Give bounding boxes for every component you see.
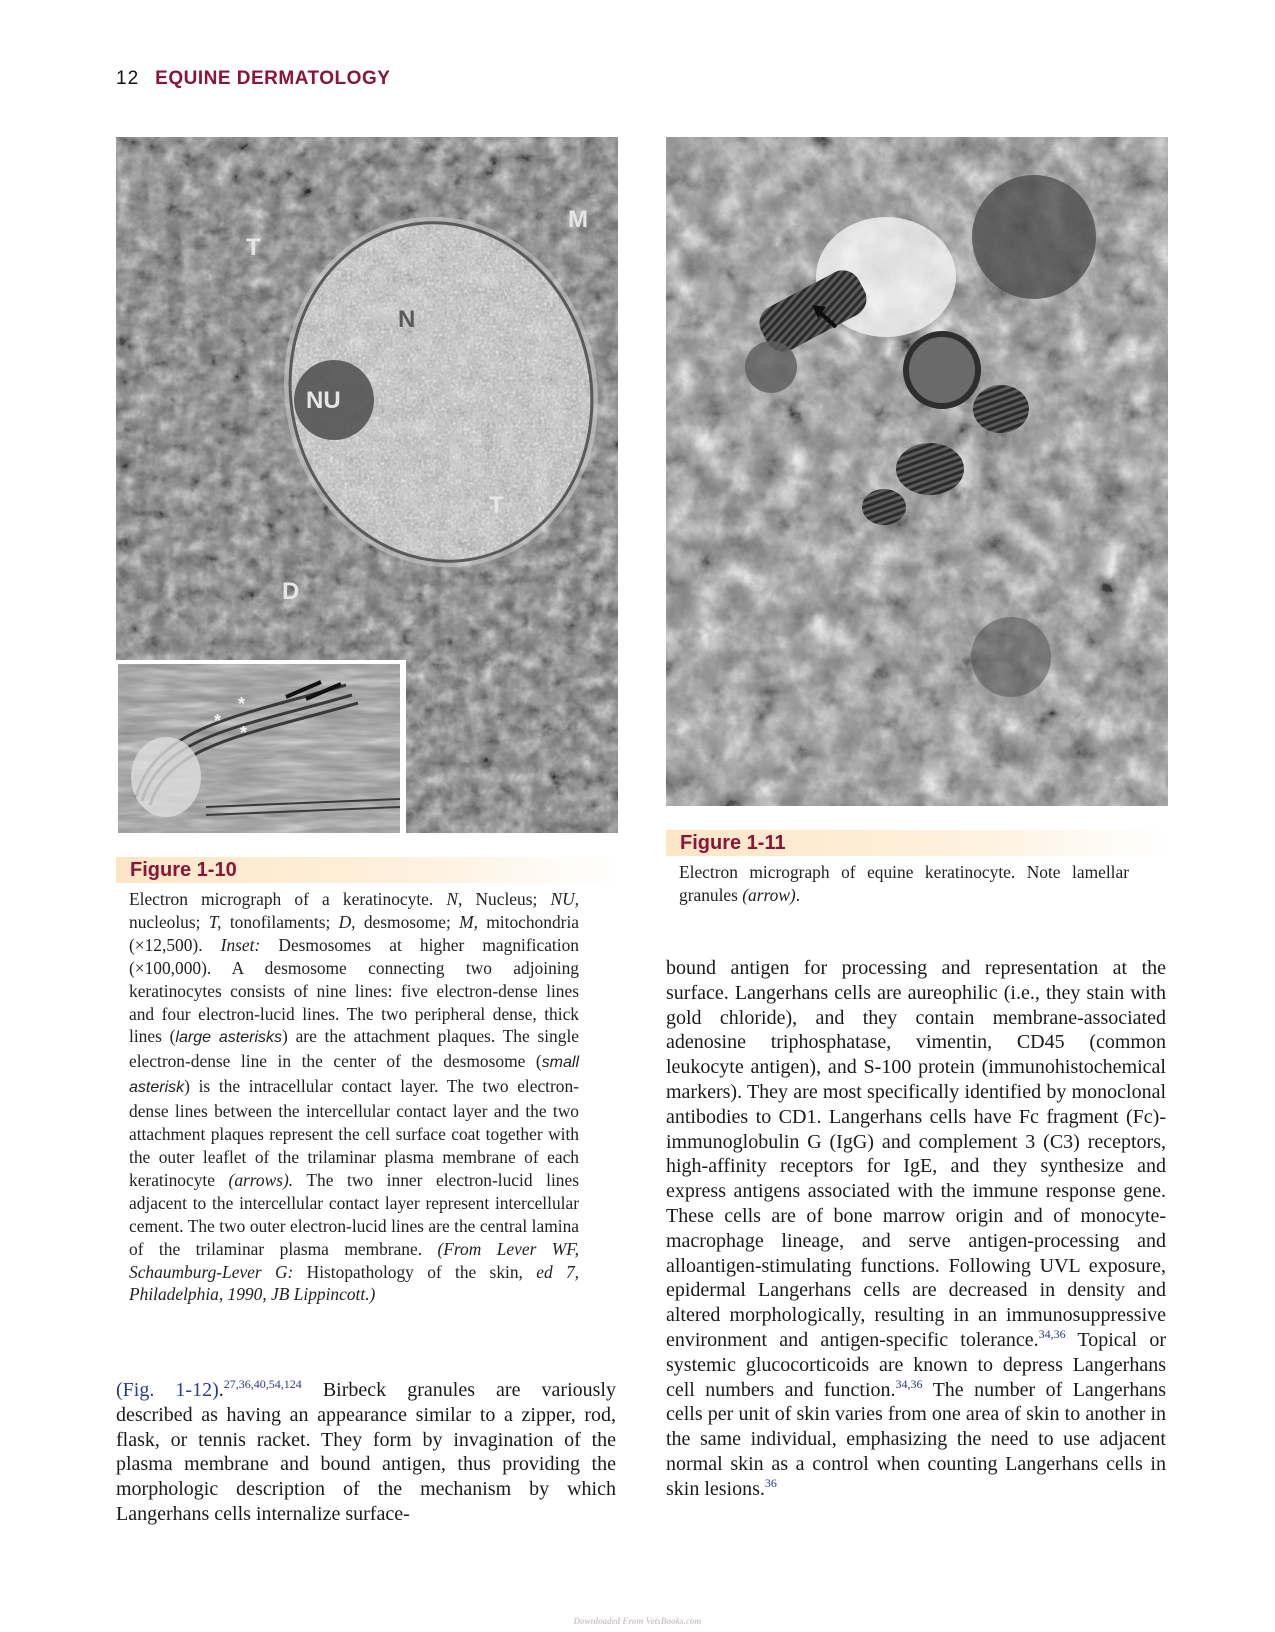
page-header [116, 68, 390, 90]
figure-1-11-caption: Electron micrograph of equine keratinocyte. Note lamellar granules (arrow). [679, 862, 1129, 905]
figure-1-11-title: Figure 1-11 [666, 830, 1168, 856]
figure-1-10-title: Figure 1-10 [116, 857, 618, 883]
body-text-left: (Fig. 1-12).$^{27,36,40,54,124}$ Birbeck granules are variously described as having an appearance similar to a zipper, rod, flask, or tennis racket. They form by invagination of the plasma membrane and bound antigen, thus providing the morphologic description of the mechanism by which Langerhans cells internalize surface- [116, 1377, 616, 1525]
figure-1-10-caption: Electron micrograph of a keratinocyte. N, Nucleus; NU, nucleolus; T, tonofilaments; D, desmosome; M, mitochondria (×12,500). Inset: Desmosomes at higher magnification (×100,000). A desmosome connecting two adjoining keratinocytes consists of nine lines: five electron-dense lines and four electron-lucid lines. The two peripheral dense, thick lines (large asterisks) are the attachment plaques. The single electron-dense line in the center of the desmosome (small asterisk) is the intracellular contact layer. The two electron-dense lines between the intercellular contact layer and the two attachment plaques represent the cell surface coat together with the outer leaflet of the trilaminar plasma membrane of each keratinocyte (arrows). The two inner electron-lucid lines adjacent to the intercellular contact layer represent intercellular cement. The two outer electron-lucid lines are the central lamina of the trilaminar plasma membrane. (From Lever WF, Schaumburg-Lever G: Histopathology of the skin, ed 7, Philadelphia, 1990, JB Lippincott.) [129, 889, 580, 1305]
citation[interactable]: 27,36,40,54,124 [223, 1377, 302, 1391]
footer-watermark: Downloaded From VetsBooks.com [573, 1616, 702, 1626]
label-NU: NU [306, 387, 341, 414]
page-number: 12 [116, 68, 140, 89]
figure-1-10-image [116, 137, 618, 833]
figure-1-11-image [666, 137, 1168, 806]
running-title: EQUINE DERMATOLOGY [155, 68, 391, 89]
label-M: M [568, 206, 588, 233]
citation[interactable]: 36 [764, 1475, 777, 1490]
citation[interactable]: 34,36 [895, 1376, 923, 1391]
inset-desmosome [116, 660, 406, 833]
svg-text:*: * [238, 694, 246, 714]
svg-text:*: * [240, 723, 248, 743]
body-text-right: bound antigen for processing and representation at the surface. Langerhans cells are aureophilic (i.e., they stain with gold chloride), and they contain membrane-associated adenosine triphosphatase, vimentin, CD45 (common leukocyte antigen), and S-100 protein (immunohistochemical markers). They are most specifically identified by monoclonal antibodies to CD1. Langerhans cells have Fc fragment (Fc)-immunoglobulin G (IgG) and complement 3 (C3) receptors, high-affinity receptors for IgE, and they synthesize and express antigens associated with the immune response gene. These cells are of bone marrow origin and of monocyte-macrophage lineage, and serve antigen-processing and alloantigen-stimulating functions. Following UVL exposure, epidermal Langerhans cells are decreased in density and altered morphologically, resulting in an immunosuppressive environment and antigen-specific tolerance.$^{34,36}$ Topical or systemic glucocorticoids are known to depress Langerhans cell numbers and function.$^{34,36}$ The number of Langerhans cells per unit of skin varies from one area of skin to another in the same individual, emphasizing the need to use adjacent normal skin as a control when counting Langerhans cells in skin lesions.$^{36}$ [666, 957, 1166, 1500]
label-D: D [282, 578, 300, 605]
label-N: N [398, 306, 416, 333]
micrograph-lamellar-granules [666, 137, 1168, 806]
citation[interactable]: 34,36 [1038, 1326, 1066, 1341]
label-T-upper: T [246, 234, 261, 261]
micrograph-keratinocyte [116, 137, 618, 833]
label-T-lower: T [489, 492, 504, 519]
svg-text:*: * [214, 711, 222, 731]
figure-reference-link[interactable]: (Fig. 1-12) [116, 1379, 219, 1401]
